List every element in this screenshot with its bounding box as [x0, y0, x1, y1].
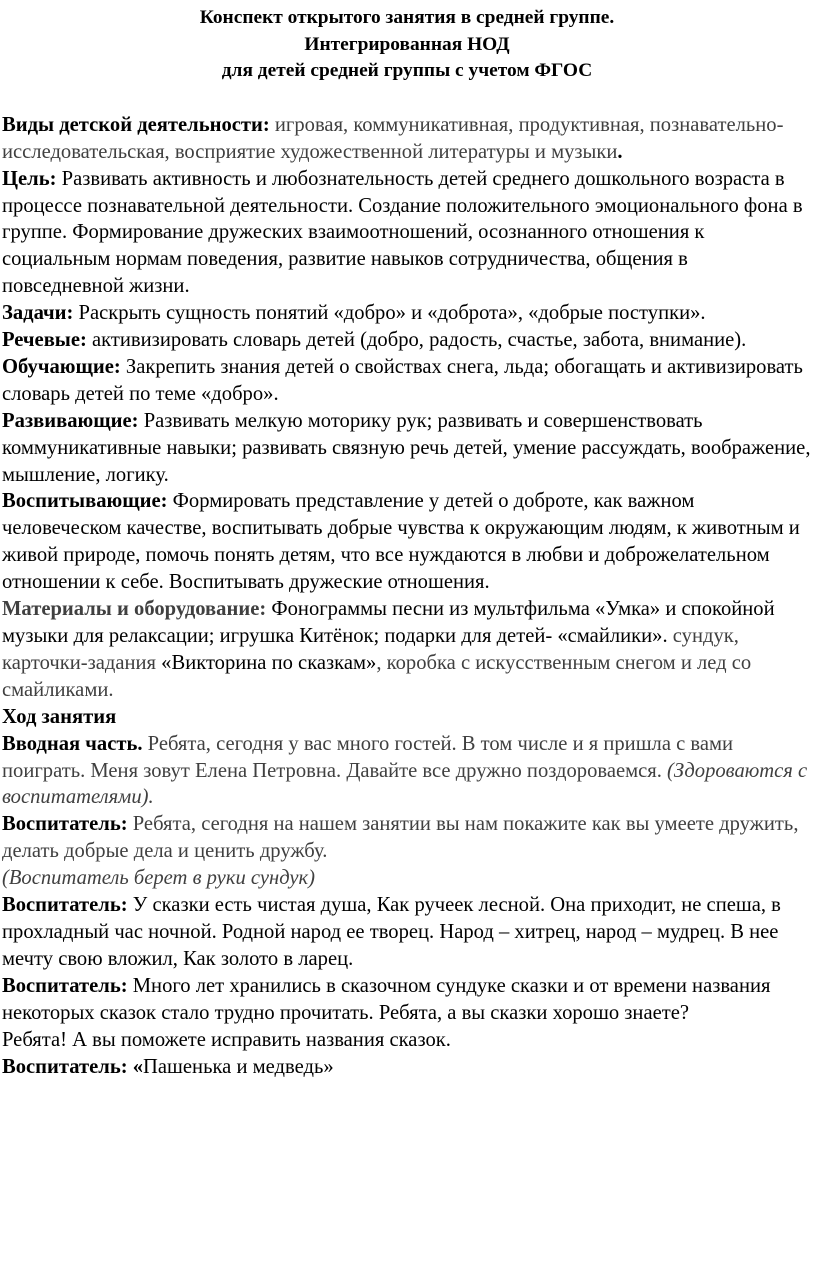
developing-paragraph: [2, 408, 812, 489]
teacher2-paragraph: [2, 892, 812, 973]
course-heading: [2, 704, 812, 731]
activities-label: Виды детской деятельности:: [2, 113, 270, 136]
course-label: Ход занятия: [2, 705, 117, 728]
title-line-1: Конспект открытого занятия в средней группе.: [199, 7, 615, 28]
materials-label: Материалы и оборудование:: [2, 598, 267, 621]
teacher4-label: Воспитатель: «: [2, 1055, 144, 1078]
materials-text-2: сундук, карточки-задания: [2, 625, 739, 674]
goal-text: Развивать активность и любознательность детей среднего дошкольного возраста в процессе познавательной деятельности. Создание положительного эмоционального фона в группе. Формирование дружеских взаимоотношений, осознанного отношения к социальным нормам поведения, развитие навыков сотрудничества, общения в повседневной жизни.: [2, 167, 803, 298]
materials-text-3: «Викторина по сказкам»: [161, 651, 377, 674]
teacher4-text: Пашенька и медведь»: [143, 1055, 334, 1078]
teaching-paragraph: [2, 354, 812, 408]
kids-paragraph: [2, 1027, 812, 1054]
intro-label: Вводная часть.: [2, 732, 143, 755]
speech-label: Речевые:: [2, 329, 87, 352]
kids-text: Ребята! А вы поможете исправить названия сказок.: [2, 1028, 451, 1051]
teacher1-label: Воспитатель:: [2, 813, 128, 836]
developing-text: Развивать мелкую моторику рук; развивать и совершенствовать коммуникативные навыки; развивать связную речь детей, умение рассуждать, воображение, мышление, логику.: [2, 409, 811, 486]
teaching-label: Обучающие:: [2, 355, 121, 378]
teaching-text: Закрепить знания детей о свойствах снега, льда; обогащать и активизировать словарь детей по теме «добро».: [2, 355, 803, 405]
materials-paragraph: [2, 596, 812, 704]
upbringing-paragraph: [2, 488, 812, 596]
goal-label: Цель:: [2, 167, 57, 190]
teacher1-text: Ребята, сегодня на нашем занятии вы нам покажите как вы умеете дружить, делать добрые дела и ценить дружбу.: [2, 813, 799, 863]
intro-italic: (Здороваются с воспитателями).: [2, 759, 808, 809]
intro-text: Ребята, сегодня у вас много гостей. В том числе и я пришла с вами поиграть. Меня зовут Елена Петровна. Давайте все дружно поздороваемся.: [2, 732, 734, 782]
goal-paragraph: [2, 166, 812, 301]
intro-paragraph: [2, 731, 812, 812]
teacher3-label: Воспитатель:: [2, 974, 128, 997]
speech-text: активизировать словарь детей (добро, радость, счастье, забота, внимание).: [86, 329, 747, 352]
activities-paragraph: [2, 112, 812, 166]
tasks-text: Раскрыть сущность понятий «добро» и «доброта», «добрые поступки».: [73, 302, 706, 325]
materials-text-1: Фонограммы песни из мультфильма «Умка» и спокойной музыки для релаксации; игрушка Китёнок; подарки для детей- «смайлики».: [2, 598, 775, 647]
activities-text: игровая, коммуникативная, продуктивная, познавательно-исследовательская, восприятие художественной литературы и музыки: [2, 113, 784, 163]
teacher2-label: Воспитатель:: [2, 894, 128, 917]
tasks-label: Задачи:: [2, 302, 74, 325]
teacher2-text: У сказки есть чистая душа, Как ручеек лесной. Она приходит, не спеша, в прохладный час ночной. Родной народ ее творец. Народ – хитрец, народ – мудрец. В нее мечту свою вложил, Как золото в ларец.: [2, 894, 781, 970]
speech-paragraph: [2, 327, 812, 354]
teacher3-text: Много лет хранились в сказочном сундуке сказки и от времени названия некоторых сказок стало трудно прочитать. Ребята, а вы сказки хорошо знаете?: [2, 974, 771, 1024]
upbringing-text: Формировать представление у детей о доброте, как важном человеческом качестве, воспитывать добрые чувства к окружающим людям, к животным и живой природе, помочь понять детям, что все нуждаются в любви и доброжелательном отношении к себе. Воспитывать дружеские отношения.: [2, 490, 800, 594]
developing-label: Развивающие:: [2, 409, 139, 432]
activities-end: .: [617, 140, 623, 163]
teacher3-paragraph: [2, 973, 812, 1027]
document-title: [2, 5, 812, 85]
teacher4-paragraph: [2, 1054, 812, 1081]
teacher1-italic: (Воспитатель берет в руки сундук): [2, 867, 316, 890]
teacher1-paragraph: [2, 811, 812, 892]
upbringing-label: Воспитывающие:: [2, 490, 168, 513]
title-line-3: для детей средней группы с учетом ФГОС: [221, 60, 593, 82]
title-line-2: Интегрированная НОД: [304, 33, 510, 55]
materials-text-4: , коробка с искусственным снегом и лед со смайликами.: [2, 651, 752, 701]
tasks-paragraph: [2, 300, 812, 327]
